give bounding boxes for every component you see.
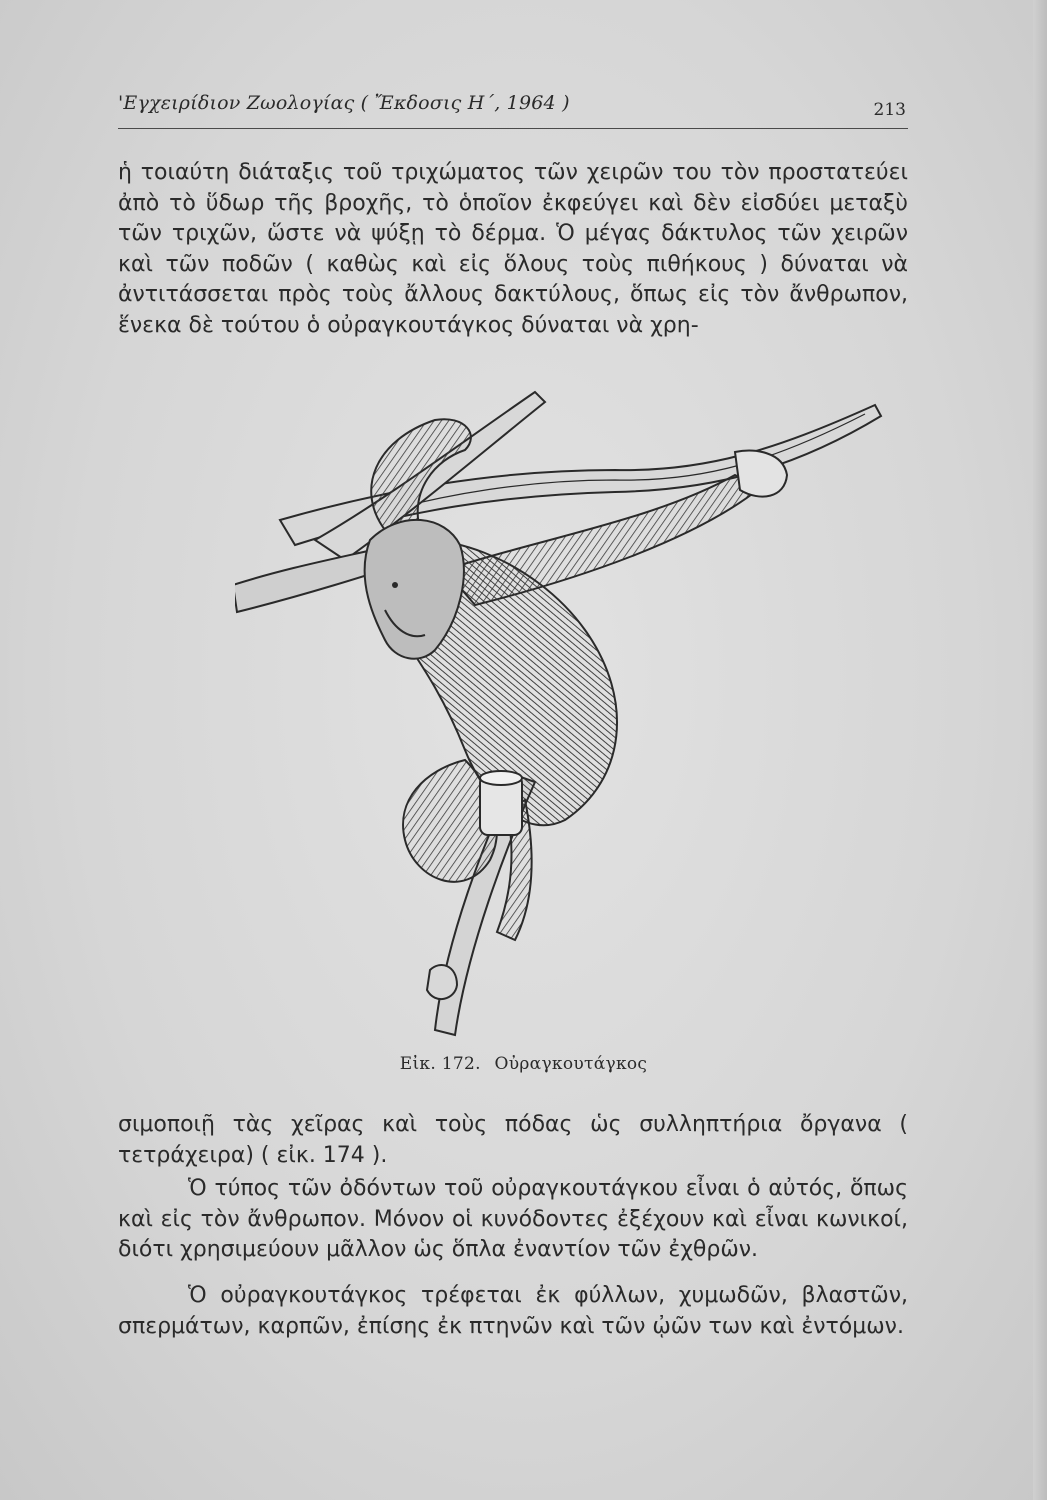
page-header	[118, 92, 908, 129]
page-number: 213	[873, 100, 906, 120]
figure-orangutan	[235, 380, 915, 1040]
paragraph-intro: ἡ τοιαύτη διάταξις τοῦ τριχώματος τῶν χειρῶν του τὸν προστατεύει ἀπὸ τὸ ὕδωρ τῆς βροχῆς, τὸ ὁποῖον ἐκφεύγει καὶ δὲν εἰσδύει μεταξὺ τῶν τριχῶν, ὥστε νὰ ψύξῃ τὸ δέρμα. Ὁ μέγας δάκτυλος τῶν χειρῶν καὶ τῶν ποδῶν ( καθὼς καὶ εἰς ὅλους τοὺς πιθήκους ) δύναται νὰ ἀντιτάσσεται πρὸς τοὺς ἄλλους δακτύλους, ὅπως εἰς τὸν ἄνθρωπον, ἕνεκα δὲ τούτου ὁ οὐραγκουτάγκος δύναται νὰ χρη-	[118, 160, 908, 338]
caption-title: Οὐραγκουτάγκος	[494, 1054, 648, 1074]
caption-number: Εἰκ. 172.	[399, 1054, 481, 1074]
paragraph-teeth: Ὁ τύπος τῶν ὀδόντων τοῦ οὐραγκουτάγκου εἶναι ὁ αὐτός, ὅπως καὶ εἰς τὸν ἄνθρωπον. Μόνον οἱ κυνόδοντες ἐξέχουν καὶ εἶναι κωνικοί, διότι χρησιμεύουν μᾶλλον ὡς ὅπλα ἐναντίον τῶν ἐχθρῶν.	[118, 1176, 908, 1262]
running-title: 'Εγχειρίδιον Ζωολογίας ( Ἔκδοσις Η΄, 1964 )	[118, 92, 570, 114]
paragraph-diet: Ὁ οὐραγκουτάγκος τρέφεται ἐκ φύλλων, χυμωδῶν, βλαστῶν, σπερμάτων, καρπῶν, ἐπίσης ἐκ πτηνῶν καὶ τῶν ᾠῶν των καὶ ἐντόμων.	[118, 1283, 908, 1339]
orangutan-illustration	[235, 380, 915, 1040]
page-edge	[1033, 0, 1047, 1500]
paragraph-continuation: σιμοποιῇ τὰς χεῖρας καὶ τοὺς πόδας ὡς συλληπτήρια ὄργανα ( τετράχειρα) ( εἰκ. 174 ).	[118, 1112, 908, 1168]
figure-caption	[0, 1054, 1047, 1074]
